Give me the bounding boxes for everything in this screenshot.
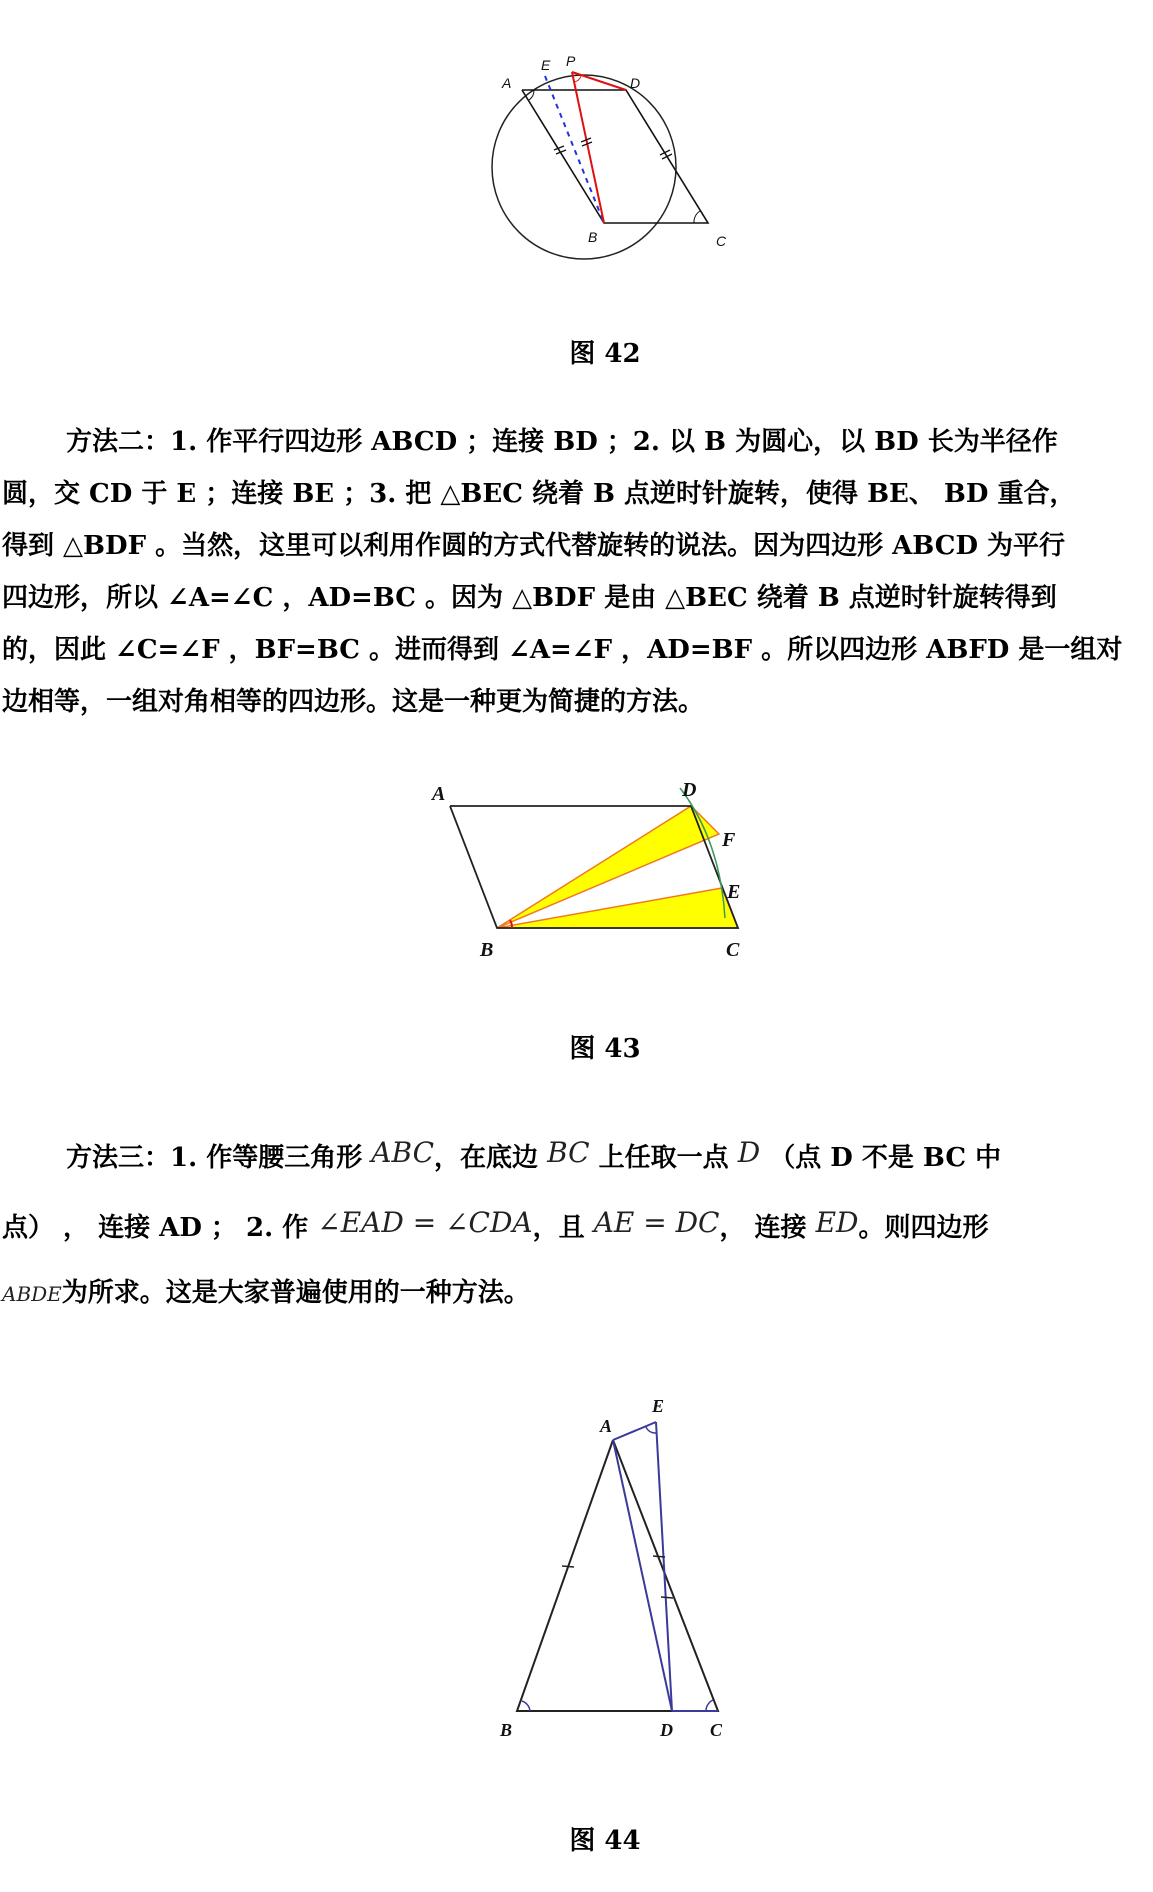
text-run: （点 D 不是 BC 中 bbox=[760, 1143, 1002, 1173]
parallelogram-abcd bbox=[522, 90, 708, 223]
paragraph-line: 四边形，所以 ∠A=∠C ，AD=BC 。因为 △BDF 是由 △BEC 绕着 B 点逆时针旋转得到 bbox=[2, 583, 1057, 613]
segment-pb bbox=[572, 72, 604, 223]
label-b: B bbox=[588, 229, 598, 245]
label-e: E bbox=[652, 1400, 665, 1416]
label-e: E bbox=[541, 57, 551, 73]
text-run: ， 连接 bbox=[719, 1213, 816, 1243]
label-p: P bbox=[566, 53, 576, 69]
math-ae-dc: AE = DC bbox=[593, 1206, 720, 1239]
math-abc: ABC bbox=[371, 1136, 434, 1169]
text-run: ，且 bbox=[532, 1213, 594, 1243]
label-a: A bbox=[600, 1416, 613, 1436]
label-a: A bbox=[432, 783, 446, 805]
segment-ad bbox=[613, 1440, 672, 1711]
label-d: D bbox=[682, 779, 697, 801]
paragraph-line: 圆，交 CD 于 E ；连接 BE ；3. 把 △BEC 绕着 B 点逆时针旋转，使得 BE、 BD 重合， bbox=[2, 479, 1076, 509]
figure-44-diagram bbox=[480, 1400, 760, 1780]
label-b: B bbox=[500, 1720, 513, 1740]
label-c: C bbox=[716, 233, 727, 249]
label-e: E bbox=[727, 881, 741, 903]
figure-42-diagram bbox=[480, 40, 740, 260]
paragraph-line: 的，因此 ∠C=∠F ，BF=BC 。进而得到 ∠A=∠F ，AD=BF 。所以四边形 ABFD 是一组对 bbox=[2, 635, 1123, 665]
figure-44-caption: 图 44 bbox=[569, 1826, 641, 1856]
segment-ed bbox=[656, 1422, 672, 1711]
circle bbox=[492, 75, 676, 259]
label-b: B bbox=[480, 939, 494, 961]
text-run: 上任取一点 bbox=[589, 1143, 738, 1173]
method-two-paragraph bbox=[2, 416, 1148, 728]
text-run: 点） ， 连接 AD ； 2. 作 bbox=[2, 1213, 318, 1243]
paragraph-line: 得到 △BDF 。当然，这里可以利用作圆的方式代替旋转的说法。因为四边形 ABCD 为平行 bbox=[2, 531, 1066, 561]
paragraph-line bbox=[2, 1188, 1148, 1258]
label-c: C bbox=[710, 1720, 723, 1740]
angle-mark-b bbox=[522, 1701, 530, 1711]
label-d: D bbox=[660, 1720, 673, 1740]
paragraph-line: 方法二：1. 作平行四边形 ABCD ；连接 BD ；2. 以 B 为圆心，以 BD 长为半径作 bbox=[66, 427, 1058, 457]
math-ed: ED bbox=[815, 1206, 859, 1239]
text-run: ，在底边 bbox=[434, 1143, 548, 1173]
method-three-paragraph bbox=[2, 1118, 1148, 1328]
angle-mark-c bbox=[706, 1700, 713, 1711]
text-run: 为所求。这是大家普遍使用的一种方法。 bbox=[61, 1278, 530, 1308]
angle-mark-c bbox=[694, 211, 700, 223]
text-run: 方法三：1. 作等腰三角形 bbox=[66, 1143, 372, 1173]
paragraph-line: 边相等，一组对角相等的四边形。这是一种更为简捷的方法。 bbox=[2, 687, 705, 717]
angle-mark-e bbox=[646, 1427, 656, 1433]
paragraph-line bbox=[2, 1118, 1148, 1188]
math-angle-equality: ∠EAD = ∠CDA bbox=[317, 1206, 533, 1239]
label-c: C bbox=[726, 939, 740, 961]
label-f: F bbox=[722, 829, 736, 851]
math-d: D bbox=[737, 1136, 761, 1169]
angle-mark-p bbox=[574, 76, 581, 82]
triangle-abc bbox=[517, 1440, 718, 1711]
figure-42-caption: 图 42 bbox=[569, 339, 641, 369]
figure-43-diagram bbox=[420, 770, 760, 970]
math-abde: ABDE bbox=[2, 1282, 62, 1306]
figure-43-caption: 图 43 bbox=[569, 1034, 641, 1064]
math-bc: BC bbox=[547, 1136, 590, 1169]
text-run: 。则四边形 bbox=[858, 1213, 989, 1243]
paragraph-line bbox=[2, 1258, 1148, 1328]
label-a: A bbox=[502, 75, 512, 91]
tick-marks bbox=[562, 1556, 673, 1598]
label-d: D bbox=[630, 75, 641, 91]
